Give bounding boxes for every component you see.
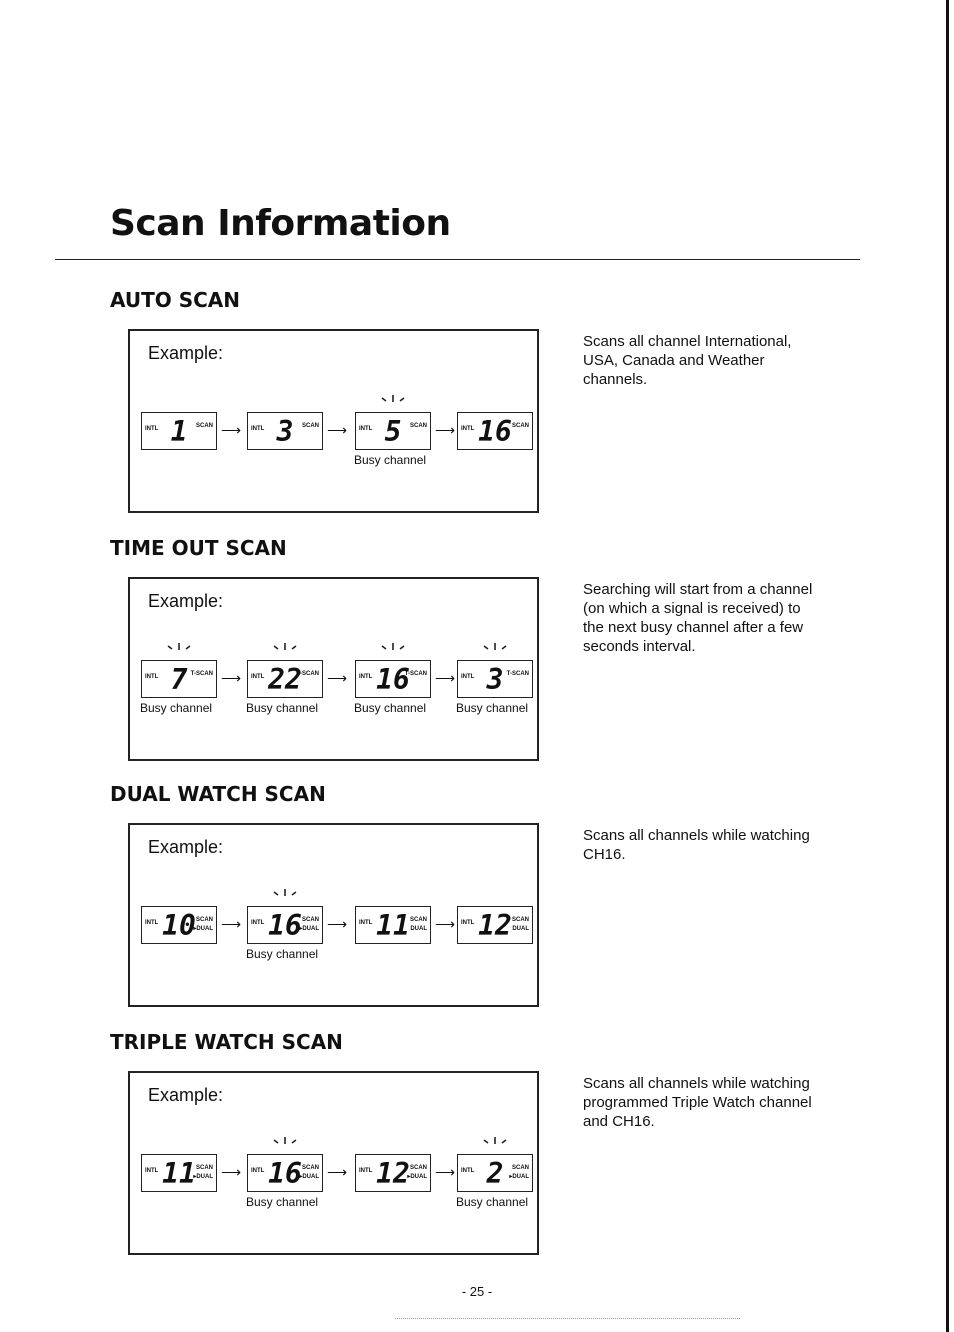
lcd-scan-label: SCAN <box>195 917 213 923</box>
auto-scan-description: Scans all channel International, USA, Canada and Weather channels. <box>583 333 792 388</box>
arrow-right-icon: ⟶ <box>435 422 456 438</box>
lcd-dual-label: ▸DUAL <box>299 926 319 932</box>
lcd-mode-indicator <box>299 1164 319 1182</box>
page-title: Scan Information <box>110 203 451 244</box>
lcd-mode-indicator <box>193 1164 213 1182</box>
page-edge-rule <box>946 0 949 1332</box>
page-number: - 25 - <box>461 1284 493 1299</box>
lcd-display <box>457 660 533 698</box>
example-label: Example: <box>148 343 224 363</box>
lcd-scan-label: SCAN <box>301 423 319 429</box>
lcd-dual-label: ▸DUAL <box>193 1174 213 1180</box>
busy-channel-caption: Busy channel <box>246 1195 319 1209</box>
lcd-intl-indicator: INTL <box>461 920 475 926</box>
lcd-scan-label: T-SCAN <box>190 671 213 677</box>
lcd-display <box>355 412 431 450</box>
lcd-scan-label: SCAN <box>409 423 427 429</box>
lcd-mode-indicator <box>191 670 213 679</box>
lcd-scan-label: T-SCAN <box>404 671 427 677</box>
lcd-intl-indicator: INTL <box>461 1168 475 1174</box>
blink-indicator-icon <box>270 886 300 900</box>
lcd-channel-number: 22 <box>268 663 302 696</box>
example-label: Example: <box>148 1085 224 1105</box>
lcd-intl-indicator: INTL <box>145 426 159 432</box>
busy-channel-caption: Busy channel <box>246 947 319 961</box>
lcd-intl-indicator: INTL <box>251 920 265 926</box>
lcd-channel-number: 11 <box>376 909 410 942</box>
lcd-scan-label: T-SCAN <box>506 671 529 677</box>
lcd-mode-indicator <box>299 916 319 934</box>
lcd-mode-indicator <box>193 916 213 934</box>
arrow-right-icon: ⟶ <box>221 916 242 932</box>
dual-watch-scan-description: Scans all channels while watching CH16. <box>583 827 810 863</box>
busy-channel-caption: Busy channel <box>246 701 319 715</box>
lcd-mode-indicator <box>407 1164 427 1182</box>
time-out-scan-description: Searching will start from a channel (on which a signal is received) to the next busy channel after a few seconds interval. <box>583 581 813 655</box>
lcd-channel-number: 16 <box>478 415 512 448</box>
arrow-right-icon: ⟶ <box>435 670 456 686</box>
lcd-scan-label: T-SCAN <box>296 671 319 677</box>
busy-channel-caption: Busy channel <box>456 701 529 715</box>
lcd-channel-number: 2 <box>486 1157 504 1190</box>
lcd-mode-indicator <box>512 422 529 431</box>
busy-channel-caption: Busy channel <box>456 1195 529 1209</box>
lcd-mode-indicator <box>196 422 213 431</box>
lcd-scan-label: SCAN <box>511 423 529 429</box>
lcd-channel-number: 16 <box>376 663 410 696</box>
lcd-intl-indicator: INTL <box>359 920 373 926</box>
arrow-right-icon: ⟶ <box>221 1164 242 1180</box>
lcd-mode-indicator <box>297 670 319 679</box>
lcd-intl-indicator: INTL <box>251 1168 265 1174</box>
arrow-right-icon: ⟶ <box>327 670 348 686</box>
lcd-channel-number: 12 <box>376 1157 410 1190</box>
lcd-channel-number: 5 <box>384 415 402 448</box>
lcd-channel-number: 3 <box>486 663 504 696</box>
blink-indicator-icon <box>480 1134 510 1148</box>
blink-indicator-icon <box>270 1134 300 1148</box>
lcd-display <box>355 906 431 944</box>
lcd-channel-number: 7 <box>170 663 188 696</box>
arrow-right-icon: ⟶ <box>435 916 456 932</box>
triple-watch-scan-heading: TRIPLE WATCH SCAN <box>110 1030 343 1054</box>
lcd-scan-label: SCAN <box>195 423 213 429</box>
dual-watch-scan-heading: DUAL WATCH SCAN <box>110 782 326 806</box>
triple-watch-scan-description: Scans all channels while watching programmed Triple Watch channel and CH16. <box>583 1075 812 1130</box>
lcd-mode-indicator <box>410 916 427 934</box>
lcd-channel-number: 16 <box>268 1157 302 1190</box>
busy-channel-caption: Busy channel <box>140 701 213 715</box>
lcd-mode-indicator <box>302 422 319 431</box>
lcd-scan-label: SCAN <box>409 917 427 923</box>
lcd-display <box>141 660 217 698</box>
lcd-display <box>247 412 323 450</box>
lcd-scan-label: SCAN <box>301 917 319 923</box>
lcd-scan-label: SCAN <box>195 1165 213 1171</box>
arrow-right-icon: ⟶ <box>435 1164 456 1180</box>
lcd-channel-number: 12 <box>478 909 512 942</box>
lcd-display <box>247 660 323 698</box>
lcd-intl-indicator: INTL <box>145 674 159 680</box>
lcd-intl-indicator: INTL <box>359 1168 373 1174</box>
arrow-right-icon: ⟶ <box>327 422 348 438</box>
lcd-display <box>457 412 533 450</box>
blink-indicator-icon <box>270 640 300 654</box>
dual-watch-scan-example-box <box>128 823 539 1007</box>
lcd-dual-label: DUAL <box>410 926 427 932</box>
blink-indicator-icon <box>378 392 408 406</box>
lcd-display <box>457 1154 533 1192</box>
lcd-scan-label: SCAN <box>511 1165 529 1171</box>
lcd-display <box>141 906 217 944</box>
lcd-display <box>247 906 323 944</box>
lcd-mode-indicator <box>507 670 529 679</box>
lcd-dual-label: ▸DUAL <box>299 1174 319 1180</box>
lcd-intl-indicator: INTL <box>461 426 475 432</box>
blink-indicator-icon <box>164 640 194 654</box>
busy-channel-caption: Busy channel <box>354 453 427 467</box>
lcd-mode-indicator <box>512 916 529 934</box>
lcd-dual-label: ▸DUAL <box>193 926 213 932</box>
lcd-intl-indicator: INTL <box>359 426 373 432</box>
lcd-intl-indicator: INTL <box>461 674 475 680</box>
lcd-display <box>355 660 431 698</box>
arrow-right-icon: ⟶ <box>221 422 242 438</box>
example-label: Example: <box>148 591 224 611</box>
lcd-mode-indicator <box>405 670 427 679</box>
auto-scan-example-box <box>128 329 539 513</box>
triple-watch-scan-example-box <box>128 1071 539 1255</box>
lcd-intl-indicator: INTL <box>145 920 159 926</box>
blink-indicator-icon <box>480 640 510 654</box>
lcd-display <box>141 1154 217 1192</box>
blink-indicator-icon <box>378 640 408 654</box>
auto-scan-heading: AUTO SCAN <box>110 288 241 312</box>
lcd-channel-number: 10 <box>162 909 196 942</box>
lcd-scan-label: SCAN <box>511 917 529 923</box>
lcd-mode-indicator <box>410 422 427 431</box>
time-out-scan-example-box <box>128 577 539 761</box>
title-underline <box>55 259 860 260</box>
busy-channel-caption: Busy channel <box>354 701 427 715</box>
lcd-channel-number: 3 <box>276 415 294 448</box>
time-out-scan-heading: TIME OUT SCAN <box>110 536 287 560</box>
footer-dotted-line <box>395 1318 740 1319</box>
lcd-display <box>141 412 217 450</box>
lcd-intl-indicator: INTL <box>145 1168 159 1174</box>
lcd-intl-indicator: INTL <box>251 674 265 680</box>
arrow-right-icon: ⟶ <box>327 1164 348 1180</box>
lcd-dual-label: ▸DUAL <box>509 1174 529 1180</box>
lcd-mode-indicator <box>509 1164 529 1182</box>
lcd-channel-number: 16 <box>268 909 302 942</box>
lcd-scan-label: SCAN <box>409 1165 427 1171</box>
lcd-display <box>247 1154 323 1192</box>
arrow-right-icon: ⟶ <box>327 916 348 932</box>
lcd-dual-label: ▸DUAL <box>407 1174 427 1180</box>
arrow-right-icon: ⟶ <box>221 670 242 686</box>
lcd-dual-label: DUAL <box>512 926 529 932</box>
example-label: Example: <box>148 837 224 857</box>
lcd-channel-number: 11 <box>162 1157 196 1190</box>
lcd-display <box>457 906 533 944</box>
lcd-display <box>355 1154 431 1192</box>
lcd-intl-indicator: INTL <box>359 674 373 680</box>
lcd-intl-indicator: INTL <box>251 426 265 432</box>
lcd-channel-number: 1 <box>170 415 188 448</box>
lcd-scan-label: SCAN <box>301 1165 319 1171</box>
